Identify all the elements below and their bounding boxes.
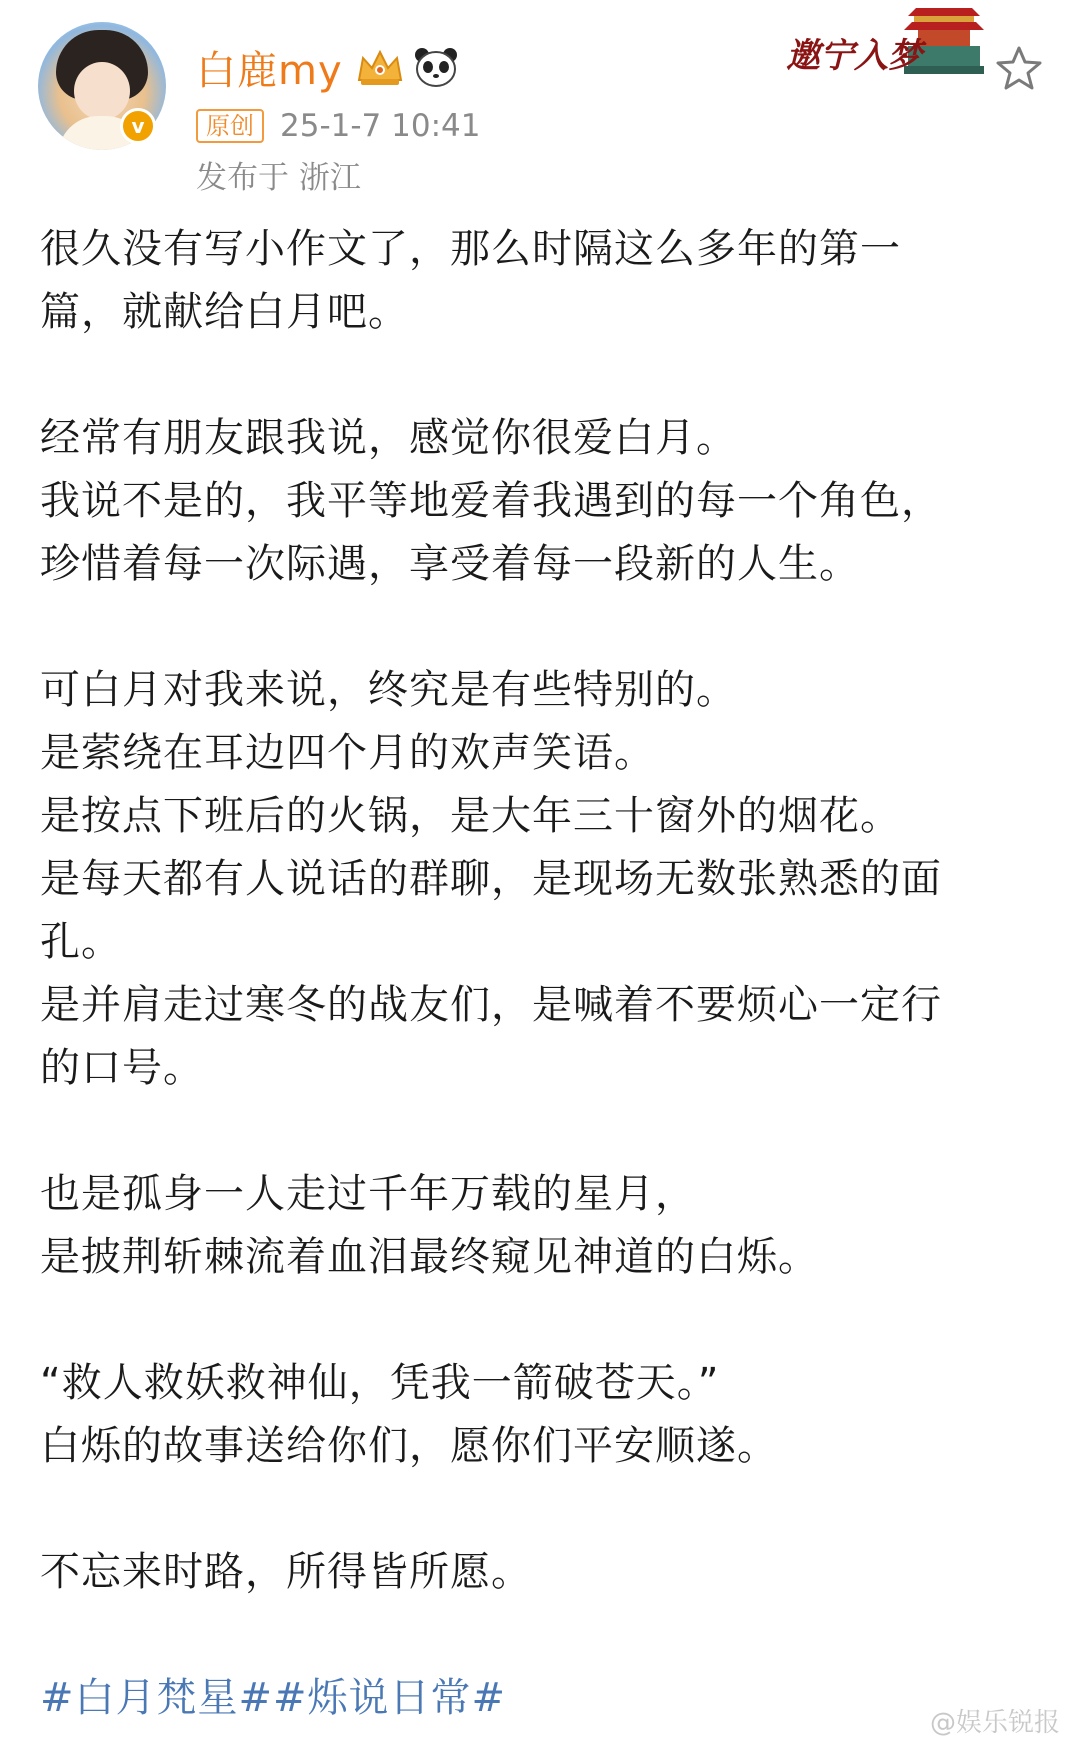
hashtag-link[interactable]: #烁说日常# <box>273 1675 507 1721</box>
paragraph <box>40 407 1040 596</box>
paragraph <box>40 1352 1040 1478</box>
crown-icon <box>355 46 405 88</box>
text-line: 是按点下班后的火锅，是大年三十窗外的烟花。 <box>40 793 901 839</box>
text-line: 是并肩走过寒冬的战友们，是喊着不要烦心一定行 <box>40 982 942 1028</box>
text-line: 可白月对我来说，终究是有些特别的。 <box>40 667 737 713</box>
text-line: 很久没有写小作文了，那么时隔这么多年的第一 <box>40 226 901 272</box>
text-line: 我说不是的，我平等地爱着我遇到的每一个角色， <box>40 478 942 524</box>
paragraph <box>40 659 1040 1100</box>
text-line: 的口号。 <box>40 1045 204 1091</box>
text-line: 孔。 <box>40 919 122 965</box>
post-timestamp: 25-1-7 10:41 <box>280 108 481 144</box>
username-row <box>196 40 459 94</box>
panda-icon <box>413 46 459 88</box>
text-line: 白烁的故事送给你们，愿你们平安顺遂。 <box>40 1423 778 1469</box>
watermark-logo <box>780 0 995 80</box>
text-line: 是每天都有人说话的群聊，是现场无数张熟悉的面 <box>40 856 942 902</box>
paragraph <box>40 218 1040 344</box>
text-line: 珍惜着每一次际遇，享受着每一段新的人生。 <box>40 541 860 587</box>
text-line: 不忘来时路，所得皆所愿。 <box>40 1549 532 1595</box>
avatar-face <box>74 62 130 120</box>
post-meta <box>196 106 480 146</box>
watermark-text: 邀宁入梦 <box>786 36 922 76</box>
verified-badge-icon: v <box>120 108 156 144</box>
hashtag-row <box>40 1667 1040 1730</box>
original-badge: 原创 <box>196 109 264 143</box>
hashtag-link[interactable]: #白月梵星# <box>40 1675 274 1721</box>
post-location: 发布于 浙江 <box>196 160 361 196</box>
post-body <box>40 218 1040 1730</box>
text-line: “救人救妖救神仙，凭我一箭破苍天。” <box>40 1360 720 1406</box>
username[interactable]: 白鹿my <box>196 47 343 94</box>
paragraph <box>40 1163 1040 1289</box>
text-line: 经常有朋友跟我说，感觉你很爱白月。 <box>40 415 737 461</box>
text-line: 是披荆斩棘流着血泪最终窥见神道的白烁。 <box>40 1234 819 1280</box>
post-header <box>0 0 1080 200</box>
favorite-star-icon[interactable] <box>994 44 1044 94</box>
text-line: 也是孤身一人走过千年万载的星月， <box>40 1171 696 1217</box>
text-line: 篇，就献给白月吧。 <box>40 289 409 335</box>
corner-watermark: @娱乐锐报 <box>930 1708 1061 1738</box>
text-line: 是萦绕在耳边四个月的欢声笑语。 <box>40 730 655 776</box>
paragraph <box>40 1541 1040 1604</box>
